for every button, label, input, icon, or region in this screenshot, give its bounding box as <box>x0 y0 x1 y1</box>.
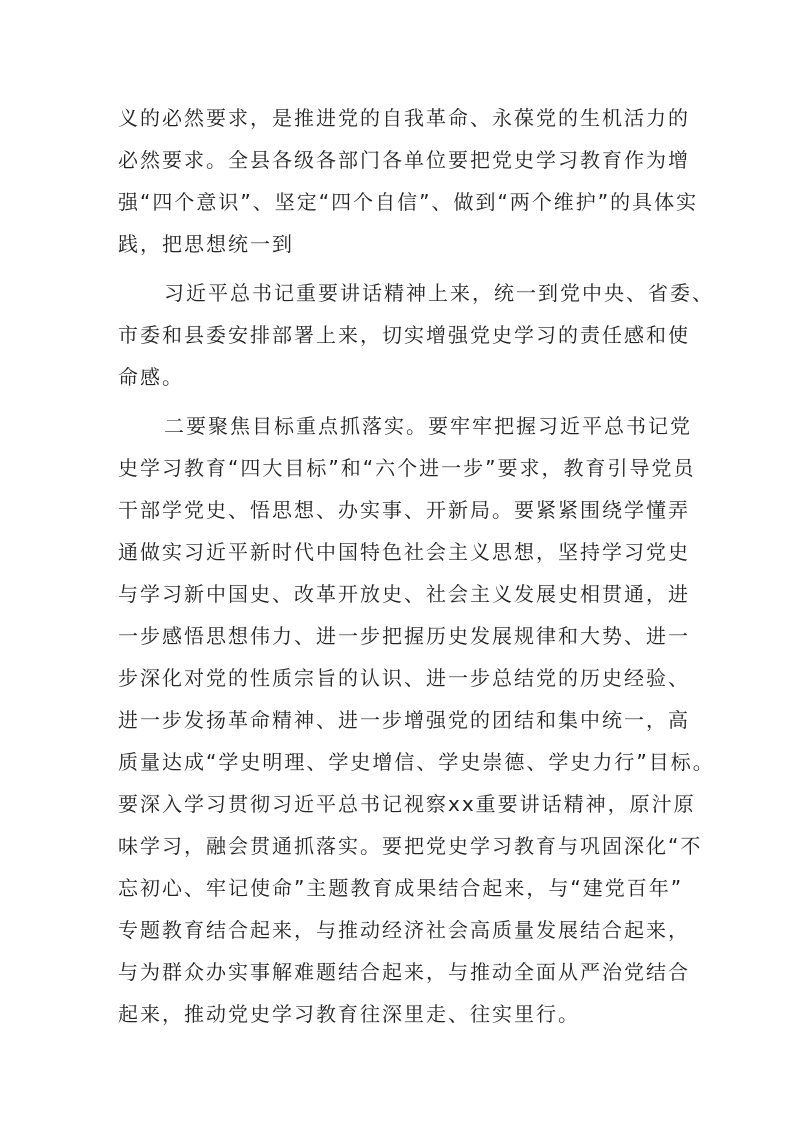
text-line: 强“四个意识”、坚定“四个自信”、做到“两个维护”的具体实 <box>118 190 699 214</box>
paragraph <box>118 97 699 265</box>
text-line: 进一步发扬革命精神、进一步增强党的团结和集中统一，高 <box>118 708 690 732</box>
text-line: 二要聚焦目标重点抓落实。要牢牢把握习近平总书记党 <box>164 414 692 438</box>
text-line: 与学习新中国史、改革开放史、社会主义发展史相贯通，进 <box>118 582 690 606</box>
text-line: 践，把思想统一到 <box>118 232 294 256</box>
text-line: 步深化对党的性质宗旨的认识、进一步总结党的历史经验、 <box>118 666 690 690</box>
text-line: 忘初心、牢记使命”主题教育成果结合起来，与“建党百年” <box>118 876 684 900</box>
text-line: 市委和县委安排部署上来，切实增强党史学习的责任感和使 <box>118 323 690 347</box>
text-line: 干部学党史、悟思想、办实事、开新局。要紧紧围绕学懂弄 <box>118 498 690 522</box>
text-line: 习近平总书记重要讲话精神上来，统一到党中央、省委、 <box>164 281 714 305</box>
text-line: 起来，推动党史学习教育往深里走、往实里行。 <box>118 1002 580 1026</box>
text-line: 专题教育结合起来，与推动经济社会高质量发展结合起来， <box>118 918 690 942</box>
paragraph <box>118 405 715 1035</box>
document-page <box>118 97 715 1042</box>
text-line: 与为群众办实事解难题结合起来，与推动全面从严治党结合 <box>118 960 690 984</box>
text-line: 义的必然要求，是推进党的自我革命、永葆党的生机活力的 <box>118 106 690 130</box>
text-line: 质量达成“学史明理、学史增信、学史崇德、学史力行”目标。 <box>118 750 715 774</box>
text-line: 史学习教育“四大目标”和“六个进一步”要求，教育引导党员 <box>118 456 696 480</box>
text-line: 命感。 <box>118 365 184 389</box>
text-line: 一步感悟思想伟力、进一步把握历史发展规律和大势、进一 <box>118 624 690 648</box>
paragraph <box>118 272 714 398</box>
text-line: 要深入学习贯彻习近平总书记视察xx重要讲话精神，原汁原 <box>118 792 696 816</box>
text-line: 味学习，融会贯通抓落实。要把党史学习教育与巩固深化“不 <box>118 834 703 858</box>
text-line: 必然要求。全县各级各部门各单位要把党史学习教育作为增 <box>118 148 690 172</box>
text-line: 通做实习近平新时代中国特色社会主义思想，坚持学习党史 <box>118 540 690 564</box>
